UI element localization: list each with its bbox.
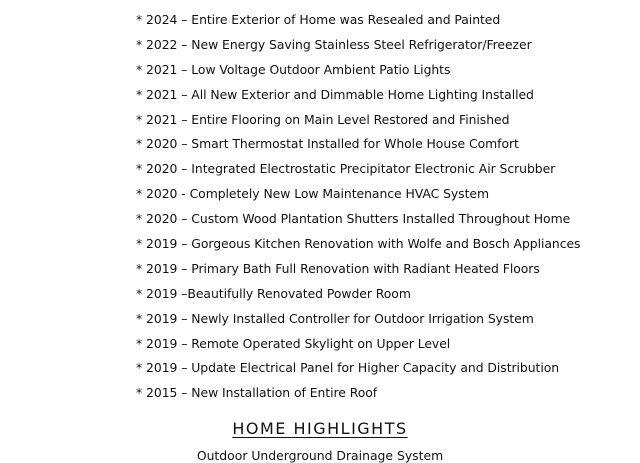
update-item: * 2021 – Low Voltage Outdoor Ambient Patio Lights	[136, 61, 451, 77]
update-item: * 2019 – Primary Bath Full Renovation with Radiant Heated Floors	[136, 260, 540, 276]
update-item: * 2019 – Newly Installed Controller for Outdoor Irrigation System	[136, 310, 534, 326]
update-item: * 2020 – Integrated Electrostatic Precipitator Electronic Air Scrubber	[136, 161, 556, 177]
update-item: * 2020 - Completely New Low Maintenance HVAC System	[136, 186, 489, 202]
update-item: * 2019 – Gorgeous Kitchen Renovation with Wolfe and Bosch Appliances	[136, 236, 581, 252]
update-item: * 2022 – New Energy Saving Stainless Steel Refrigerator/Freezer	[136, 36, 532, 52]
update-item: * 2015 – New Installation of Entire Roof	[136, 385, 378, 401]
update-item: * 2020 – Smart Thermostat Installed for Whole House Comfort	[136, 136, 519, 152]
highlight-item: Outdoor Underground Drainage System	[196, 448, 444, 463]
update-item: * 2019 – Update Electrical Panel for Higher Capacity and Distribution	[136, 360, 560, 376]
update-item: * 2021 – All New Exterior and Dimmable Home Lighting Installed	[136, 86, 534, 102]
home-highlights-heading: HOME HIGHLIGHTS	[232, 419, 408, 438]
update-item: * 2024 – Entire Exterior of Home was Resealed and Painted	[136, 12, 501, 27]
update-item: * 2021 – Entire Flooring on Main Level Restored and Finished	[136, 111, 510, 127]
updates-list	[136, 9, 626, 407]
update-item: * 2019 –Beautifully Renovated Powder Room	[136, 285, 411, 301]
update-item: * 2019 – Remote Operated Skylight on Upper Level	[136, 335, 451, 351]
update-item: * 2020 – Custom Wood Plantation Shutters Installed Throughout Home	[136, 211, 571, 227]
